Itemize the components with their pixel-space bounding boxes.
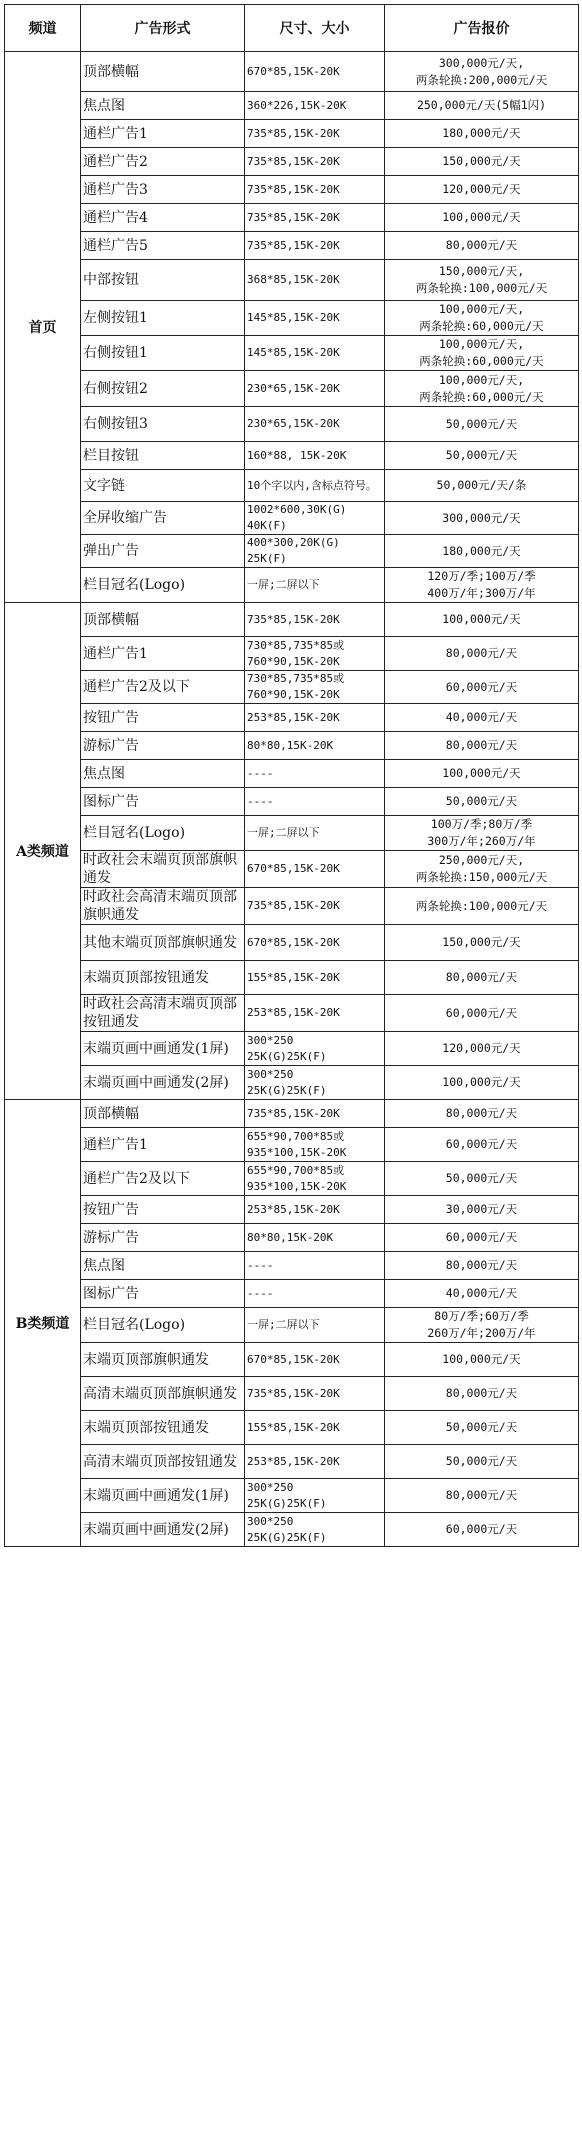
size-cell: 735*85,15K-20K [245,232,385,260]
table-row [5,788,579,816]
ad-format-cell: 时政社会末端页顶部旗帜通发 [81,851,245,888]
table-row [5,371,579,407]
size-cell: 670*85,15K-20K [245,52,385,92]
ad-format-cell: 时政社会高清末端页顶部旗帜通发 [81,888,245,925]
table-row [5,260,579,301]
price-cell: 150,000元/天, 两条轮换:100,000元/天 [385,260,579,301]
size-cell: 400*300,20K(G) 25K(F) [245,535,385,568]
price-cell: 100,000元/天 [385,603,579,637]
ad-format-cell: 末端页画中画通发(2屏) [81,1066,245,1100]
price-cell: 80万/季;60万/季 260万/年;200万/年 [385,1308,579,1343]
table-row [5,120,579,148]
ad-format-cell: 游标广告 [81,732,245,760]
price-cell: 60,000元/天 [385,1513,579,1547]
ad-format-cell: 高清末端页顶部按钮通发 [81,1445,245,1479]
size-cell: 155*85,15K-20K [245,961,385,995]
size-cell: 735*85,15K-20K [245,1100,385,1128]
table-row [5,204,579,232]
price-cell: 60,000元/天 [385,1128,579,1162]
table-row [5,148,579,176]
table-row [5,995,579,1032]
table-row [5,176,579,204]
price-cell: 80,000元/天 [385,732,579,760]
size-cell: 253*85,15K-20K [245,704,385,732]
ad-format-cell: 高清末端页顶部旗帜通发 [81,1377,245,1411]
price-cell: 40,000元/天 [385,704,579,732]
size-cell: 一屏;二屏以下 [245,568,385,603]
price-cell: 50,000元/天 [385,1445,579,1479]
ad-format-cell: 右侧按钮2 [81,371,245,407]
ad-format-cell: 顶部横幅 [81,603,245,637]
size-cell: 230*65,15K-20K [245,407,385,442]
table-row [5,1066,579,1100]
ad-format-cell: 焦点图 [81,760,245,788]
ad-format-cell: 顶部横幅 [81,1100,245,1128]
price-cell: 100,000元/天, 两条轮换:60,000元/天 [385,336,579,371]
table-row [5,1377,579,1411]
table-row [5,52,579,92]
size-cell: 80*80,15K-20K [245,732,385,760]
ad-format-cell: 末端页画中画通发(1屏) [81,1032,245,1066]
price-cell: 80,000元/天 [385,1100,579,1128]
table-body [5,52,579,1547]
header-channel: 频道 [5,5,81,52]
table-row [5,535,579,568]
price-cell: 100,000元/天 [385,204,579,232]
table-row [5,637,579,671]
size-cell: 735*85,15K-20K [245,204,385,232]
table-row [5,1128,579,1162]
size-cell: 10个字以内,含标点符号。 [245,470,385,502]
size-cell: 670*85,15K-20K [245,925,385,961]
size-cell: 670*85,15K-20K [245,1343,385,1377]
ad-format-cell: 栏目冠名(Logo) [81,1308,245,1343]
price-cell: 80,000元/天 [385,1377,579,1411]
price-cell: 60,000元/天 [385,671,579,704]
table-row [5,1445,579,1479]
header-size: 尺寸、大小 [245,5,385,52]
size-cell: 一屏;二屏以下 [245,816,385,851]
price-cell: 180,000元/天 [385,535,579,568]
table-row [5,851,579,888]
ad-format-cell: 末端页顶部按钮通发 [81,1411,245,1445]
table-row [5,407,579,442]
table-row [5,704,579,732]
channel-cell-b-class: B类频道 [5,1100,81,1547]
price-cell: 80,000元/天 [385,1252,579,1280]
size-cell: 670*85,15K-20K [245,851,385,888]
size-cell: 735*85,15K-20K [245,120,385,148]
price-cell: 30,000元/天 [385,1196,579,1224]
table-row [5,1308,579,1343]
size-cell: 253*85,15K-20K [245,1445,385,1479]
price-cell: 50,000元/天 [385,1162,579,1196]
price-cell: 100万/季;80万/季 300万/年;260万/年 [385,816,579,851]
ad-format-cell: 左侧按钮1 [81,301,245,336]
ad-format-cell: 按钮广告 [81,1196,245,1224]
ad-format-cell: 通栏广告2及以下 [81,1162,245,1196]
table-row [5,1280,579,1308]
channel-cell-a-class: A类频道 [5,603,81,1100]
ad-format-cell: 通栏广告2 [81,148,245,176]
ad-format-cell: 焦点图 [81,1252,245,1280]
price-cell: 100,000元/天 [385,1066,579,1100]
price-cell: 300,000元/天, 两条轮换:200,000元/天 [385,52,579,92]
size-cell: 735*85,15K-20K [245,148,385,176]
size-cell: 730*85,735*85或760*90,15K-20K [245,671,385,704]
size-cell: 145*85,15K-20K [245,301,385,336]
ad-format-cell: 图标广告 [81,788,245,816]
table-row [5,1411,579,1445]
table-row [5,1513,579,1547]
table-row [5,732,579,760]
price-cell: 300,000元/天 [385,502,579,535]
price-cell: 两条轮换:100,000元/天 [385,888,579,925]
price-cell: 100,000元/天, 两条轮换:60,000元/天 [385,371,579,407]
price-cell: 150,000元/天 [385,148,579,176]
ad-format-cell: 其他末端页顶部旗帜通发 [81,925,245,961]
size-cell: 160*88, 15K-20K [245,442,385,470]
price-cell: 50,000元/天 [385,1411,579,1445]
size-cell: 735*85,15K-20K [245,603,385,637]
table-row [5,1162,579,1196]
table-row [5,603,579,637]
table-row [5,92,579,120]
ad-format-cell: 通栏广告5 [81,232,245,260]
price-cell: 100,000元/天 [385,1343,579,1377]
size-cell: 253*85,15K-20K [245,995,385,1032]
table-row [5,232,579,260]
ad-format-cell: 全屏收缩广告 [81,502,245,535]
size-cell: ---- [245,788,385,816]
price-cell: 60,000元/天 [385,995,579,1032]
table-row [5,1224,579,1252]
size-cell: 145*85,15K-20K [245,336,385,371]
price-cell: 50,000元/天 [385,442,579,470]
price-cell: 80,000元/天 [385,232,579,260]
table-row [5,568,579,603]
header-price: 广告报价 [385,5,579,52]
size-cell: 1002*600,30K(G) 40K(F) [245,502,385,535]
price-cell: 80,000元/天 [385,1479,579,1513]
price-cell: 80,000元/天 [385,961,579,995]
table-row [5,470,579,502]
price-cell: 120,000元/天 [385,1032,579,1066]
table-row [5,442,579,470]
price-cell: 50,000元/天 [385,407,579,442]
price-cell: 250,000元/天(5幅1闪) [385,92,579,120]
size-cell: 300*250 25K(G)25K(F) [245,1479,385,1513]
size-cell: 253*85,15K-20K [245,1196,385,1224]
table-row [5,925,579,961]
ad-format-cell: 末端页顶部旗帜通发 [81,1343,245,1377]
price-cell: 180,000元/天 [385,120,579,148]
size-cell: 80*80,15K-20K [245,1224,385,1252]
ad-format-cell: 通栏广告1 [81,120,245,148]
size-cell: 230*65,15K-20K [245,371,385,407]
price-cell: 50,000元/天/条 [385,470,579,502]
ad-format-cell: 右侧按钮1 [81,336,245,371]
table-row [5,1100,579,1128]
price-cell: 250,000元/天, 两条轮换:150,000元/天 [385,851,579,888]
channel-cell-home: 首页 [5,52,81,603]
price-cell: 50,000元/天 [385,788,579,816]
ad-format-cell: 图标广告 [81,1280,245,1308]
price-cell: 40,000元/天 [385,1280,579,1308]
size-cell: 300*250 25K(G)25K(F) [245,1513,385,1547]
table-row [5,502,579,535]
price-cell: 100,000元/天, 两条轮换:60,000元/天 [385,301,579,336]
header-ad-format: 广告形式 [81,5,245,52]
table-row [5,1343,579,1377]
ad-format-cell: 弹出广告 [81,535,245,568]
size-cell: 300*250 25K(G)25K(F) [245,1032,385,1066]
table-row [5,1032,579,1066]
size-cell: 300*250 25K(G)25K(F) [245,1066,385,1100]
ad-format-cell: 通栏广告3 [81,176,245,204]
size-cell: 655*90,700*85或935*100,15K-20K [245,1128,385,1162]
ad-format-cell: 通栏广告2及以下 [81,671,245,704]
table-row [5,671,579,704]
ad-format-cell: 末端页顶部按钮通发 [81,961,245,995]
table-row [5,888,579,925]
size-cell: 735*85,15K-20K [245,176,385,204]
ad-format-cell: 按钮广告 [81,704,245,732]
price-cell: 80,000元/天 [385,637,579,671]
ad-format-cell: 中部按钮 [81,260,245,301]
ad-format-cell: 时政社会高清末端页顶部按钮通发 [81,995,245,1032]
price-cell: 120,000元/天 [385,176,579,204]
ad-rate-table [4,4,579,1547]
ad-format-cell: 右侧按钮3 [81,407,245,442]
ad-format-cell: 栏目冠名(Logo) [81,816,245,851]
table-row [5,961,579,995]
price-cell: 60,000元/天 [385,1224,579,1252]
size-cell: 735*85,15K-20K [245,1377,385,1411]
ad-format-cell: 通栏广告1 [81,637,245,671]
size-cell: 655*90,700*85或935*100,15K-20K [245,1162,385,1196]
size-cell: ---- [245,1280,385,1308]
table-row [5,760,579,788]
ad-format-cell: 焦点图 [81,92,245,120]
price-cell: 120万/季;100万/季 400万/年;300万/年 [385,568,579,603]
ad-format-cell: 顶部横幅 [81,52,245,92]
table-row [5,1479,579,1513]
size-cell: 360*226,15K-20K [245,92,385,120]
price-cell: 150,000元/天 [385,925,579,961]
ad-format-cell: 末端页画中画通发(2屏) [81,1513,245,1547]
ad-format-cell: 通栏广告4 [81,204,245,232]
ad-format-cell: 栏目冠名(Logo) [81,568,245,603]
size-cell: 一屏;二屏以下 [245,1308,385,1343]
header-row [5,5,579,52]
size-cell: ---- [245,760,385,788]
size-cell: 735*85,15K-20K [245,888,385,925]
size-cell: ---- [245,1252,385,1280]
table-row [5,816,579,851]
size-cell: 368*85,15K-20K [245,260,385,301]
ad-format-cell: 栏目按钮 [81,442,245,470]
ad-format-cell: 末端页画中画通发(1屏) [81,1479,245,1513]
ad-format-cell: 文字链 [81,470,245,502]
table-row [5,336,579,371]
ad-format-cell: 通栏广告1 [81,1128,245,1162]
ad-format-cell: 游标广告 [81,1224,245,1252]
table-row [5,1196,579,1224]
table-row [5,1252,579,1280]
price-cell: 100,000元/天 [385,760,579,788]
size-cell: 155*85,15K-20K [245,1411,385,1445]
table-row [5,301,579,336]
size-cell: 730*85,735*85或760*90,15K-20K [245,637,385,671]
